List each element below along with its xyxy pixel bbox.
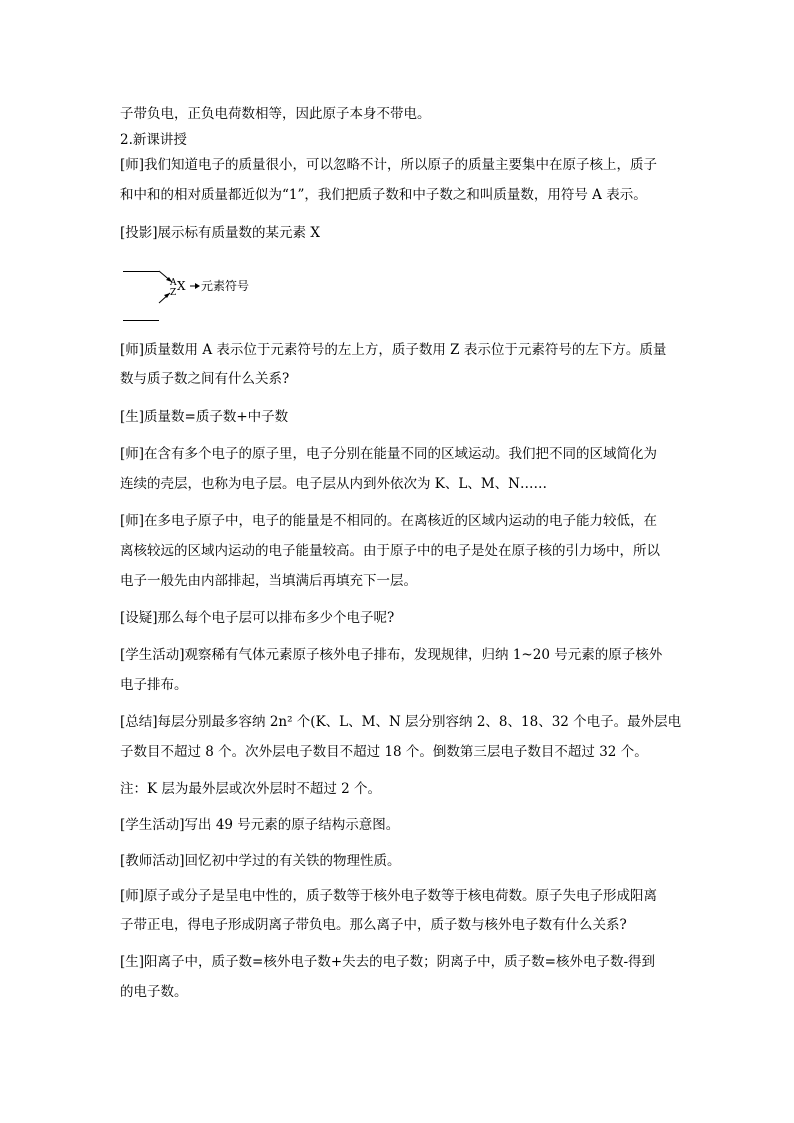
- text-line: [学生活动]写出 49 号元素的原子结构示意图。: [120, 817, 400, 833]
- text-line: [师]我们知道电子的质量很小，可以忽略不计，所以原子的质量主要集中在原子核上，质子: [120, 157, 658, 173]
- text-line: [师]在多电子原子中，电子的能量是不相同的。在离核近的区域内运动的电子能力较低，在: [120, 513, 658, 529]
- proton-number-symbol: Z: [170, 288, 177, 298]
- text-line: 电子排布。: [120, 677, 188, 693]
- text-line: [生]阳离子中，质子数=核外电子数+失去的电子数；阴离子中，质子数=核外电子数-得到: [120, 954, 656, 970]
- text-line: 子带正电，得电子形成阴离子带负电。那么离子中，质子数与核外电子数有什么关系?: [120, 917, 627, 933]
- text-line: [师]质量数用 A 表示位于元素符号的左上方，质子数用 Z 表示位于元素符号的左下方。质量: [120, 342, 667, 358]
- element-symbol-label: 元素符号: [201, 279, 250, 293]
- mass-number-symbol: A: [170, 278, 177, 288]
- text-line: 离核较远的区域内运动的电子能量较高。由于原子中的电子是处在原子核的引力场中，所以: [120, 543, 660, 559]
- text-line: [师]原子或分子是呈电中性的，质子数等于核外电子数等于核电荷数。原子失电子形成阳离: [120, 888, 658, 904]
- text-line: [生]质量数=质子数+中子数: [120, 409, 289, 425]
- text-line: 和中和的相对质量都近似为“1”，我们把质子数和中子数之和叫质量数，用符号 A 表示。: [120, 187, 647, 203]
- text-line: [投影]展示标有质量数的某元素 X: [120, 225, 320, 241]
- note-line: 注：K 层为最外层或次外层时不超过 2 个。: [120, 781, 382, 797]
- element-symbol: X: [177, 279, 186, 293]
- text-line: 的电子数。: [120, 984, 188, 1000]
- text-line: 连续的壳层，也称为电子层。电子层从内到外依次为 K、L、M、N……: [120, 476, 547, 492]
- text-line: 电子一般先由内部排起，当填满后再填充下一层。: [120, 573, 417, 589]
- text-line: 数与质子数之间有什么关系?: [120, 371, 290, 387]
- nuclide-notation-diagram: [120, 262, 280, 326]
- text-line: 子带负电，正负电荷数相等，因此原子本身不带电。: [120, 106, 431, 122]
- text-line: 子数目不超过 8 个。次外层电子数目不超过 18 个。倒数第三层电子数目不超过 32 个。: [120, 744, 648, 760]
- section-heading: 2.新课讲授: [120, 132, 187, 148]
- text-line: [总结]每层分别最多容纳 2n² 个(K、L、M、N 层分别容纳 2、8、18、32 个电子。最外层电: [120, 714, 682, 730]
- text-line: [学生活动]观察稀有气体元素原子核外电子排布，发现规律，归纳 1~20 号元素的原子核外: [120, 647, 663, 663]
- pointer-arrows: [120, 262, 280, 326]
- text-line: [教师活动]回忆初中学过的有关铁的物理性质。: [120, 853, 401, 869]
- text-line: [设疑]那么每个电子层可以排布多少个电子呢?: [120, 610, 395, 626]
- text-line: [师]在含有多个电子的原子里，电子分别在能量不同的区域运动。我们把不同的区域简化为: [120, 446, 658, 462]
